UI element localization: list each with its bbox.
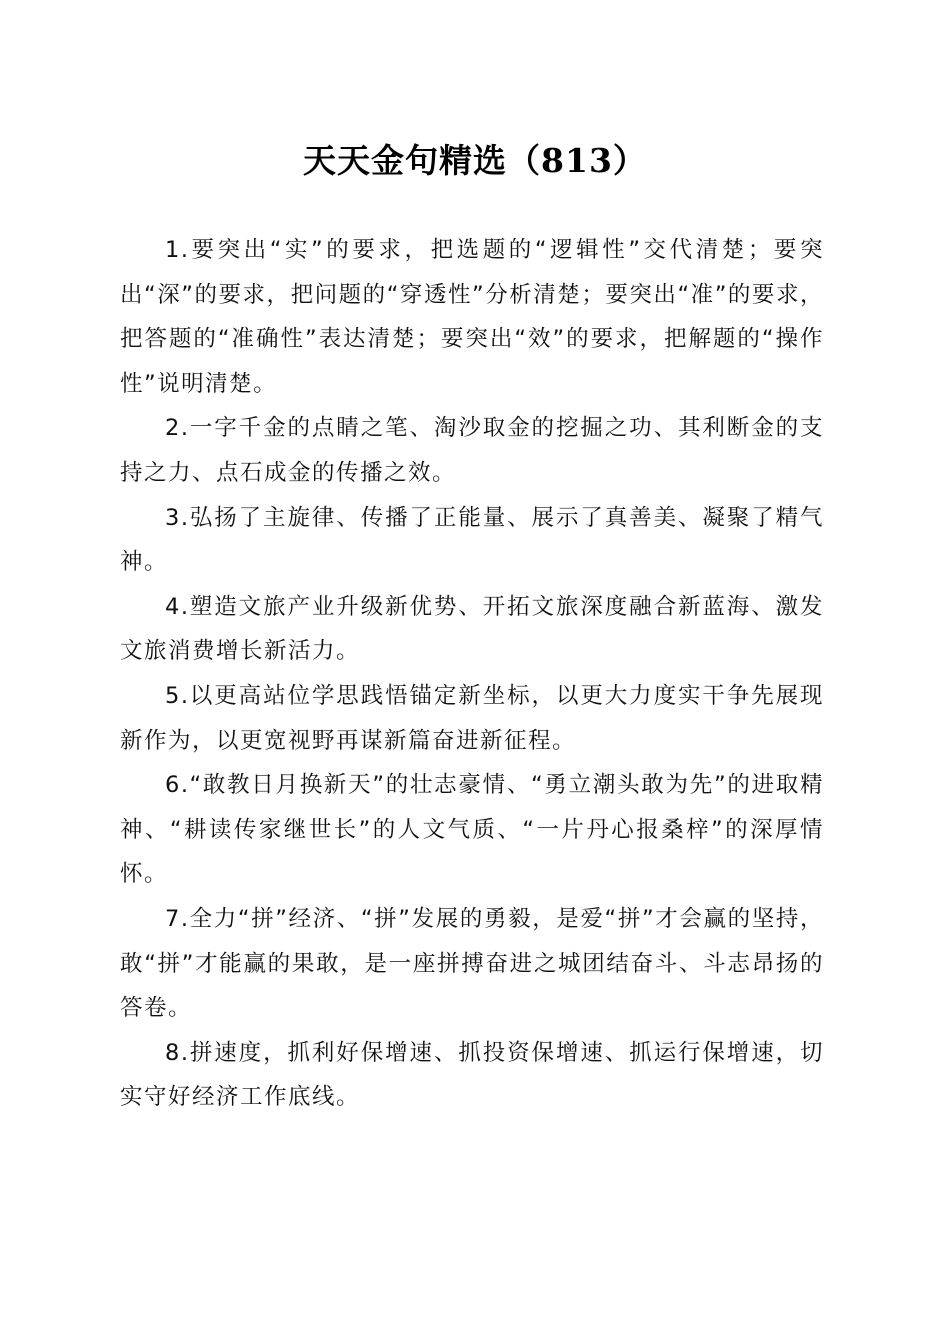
quote-paragraph-2: 2.一字千金的点睛之笔、淘沙取金的挖掘之功、其利断金的支持之力、点石成金的传播之效。: [120, 415, 824, 486]
quote-paragraph-8: 8.拼速度，抓利好保增速、抓投资保增速、抓运行保增速，切实守好经济工作底线。: [120, 1039, 824, 1111]
quote-paragraph-3: 3.弘扬了主旋律、传播了正能量、展示了真善美、凝聚了精气神。: [120, 504, 824, 576]
quote-paragraph-7: 7.全力“拼”经济、“拼”发展的勇毅，是爱“拼”才会赢的坚持，敢“拼”才能赢的果敢，是一座拼搏奋进之城团结奋斗、斗志昂扬的答卷。: [120, 905, 824, 1022]
document-title: 天天金句精选（813）: [303, 141, 647, 180]
quote-paragraph-5: 5.以更高站位学思践悟锚定新坐标，以更大力度实干争先展现新作为，以更宽视野再谋新篇奋进新征程。: [120, 682, 824, 754]
quote-paragraph-1: 1.要突出“实”的要求，把选题的“逻辑性”交代清楚；要突出“深”的要求，把问题的“穿透性”分析清楚；要突出“准”的要求，把答题的“准确性”表达清楚；要突出“效”的要求，把解题的“操作性”说明清楚。: [120, 237, 824, 397]
quote-paragraph-4: 4.塑造文旅产业升级新优势、开拓文旅深度融合新蓝海、激发文旅消费增长新活力。: [120, 593, 824, 665]
quote-paragraph-6: 6.“敢教日月换新天”的壮志豪情、“勇立潮头敢为先”的进取精神、“耕读传家继世长”的人文气质、“一片丹心报桑梓”的深厚情怀。: [120, 772, 824, 888]
document-body: [120, 228, 824, 1120]
